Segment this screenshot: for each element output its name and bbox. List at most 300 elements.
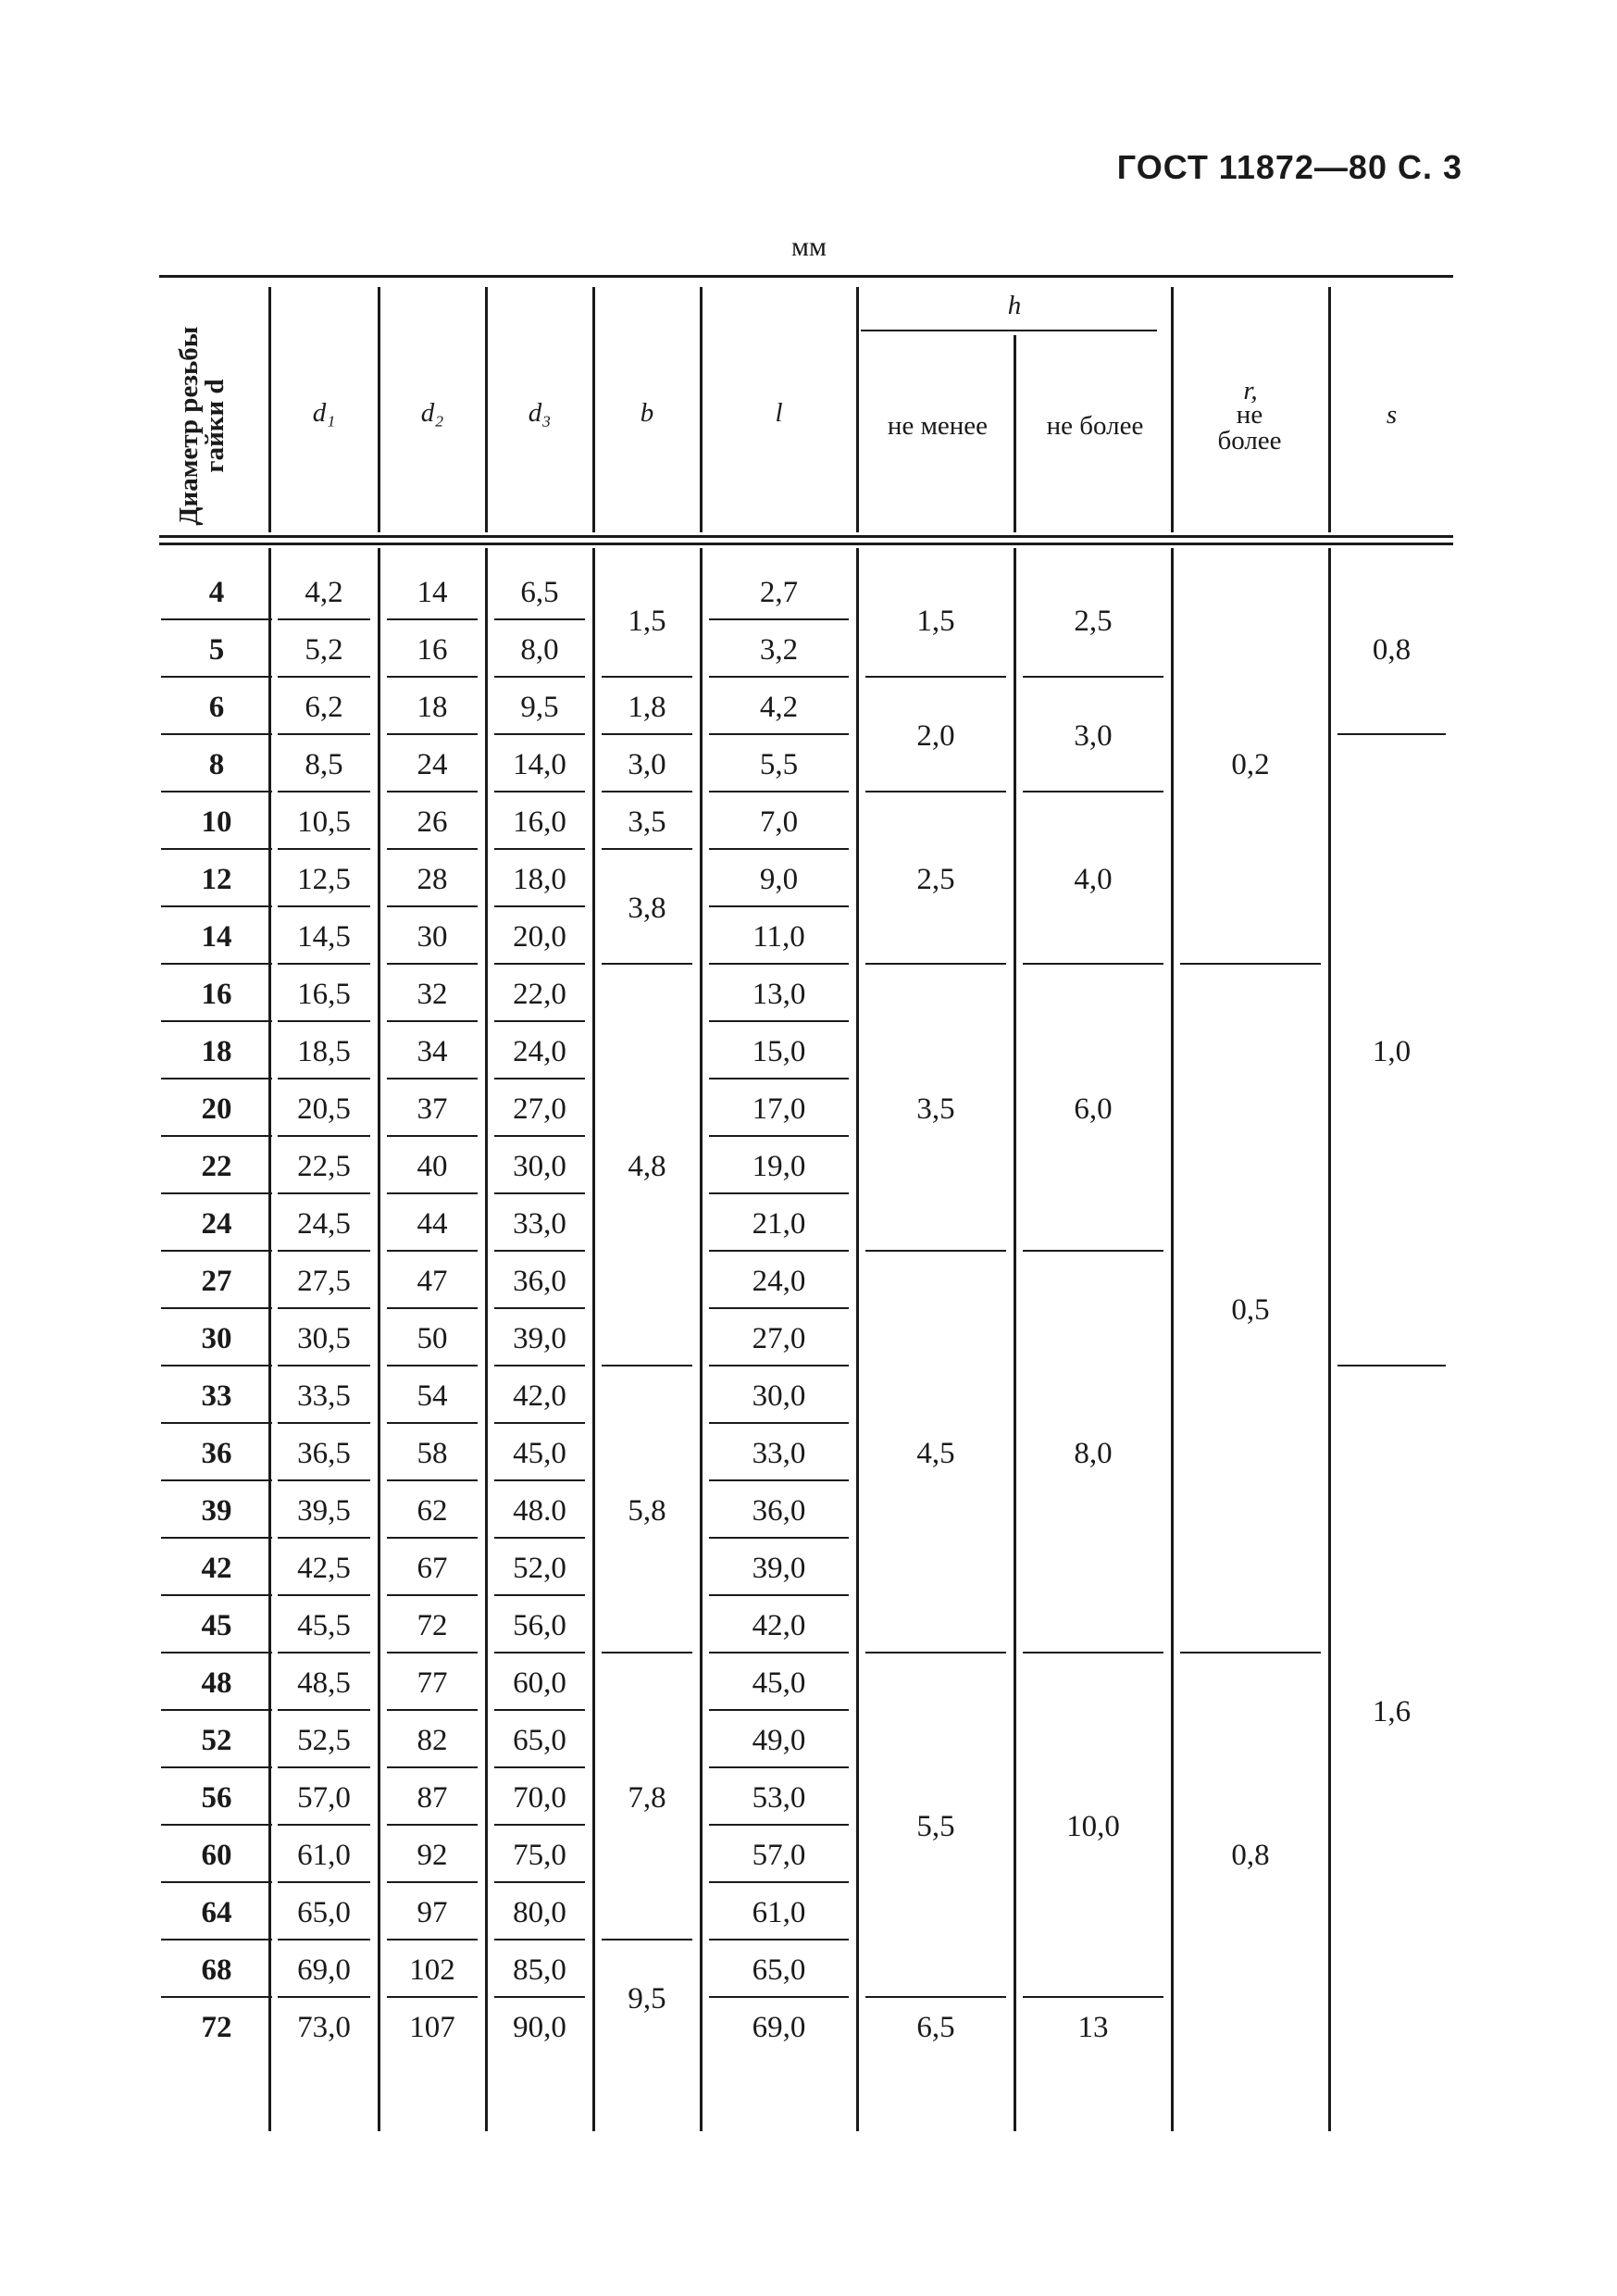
body-sep (1014, 548, 1016, 2131)
cell-rule (161, 963, 272, 965)
cell-rule (278, 1365, 370, 1366)
cell-d: 56 (201, 1781, 232, 1815)
cell-d: 10 (201, 805, 232, 839)
cell-d2: 50 (417, 1322, 448, 1355)
col-header-l: l (775, 398, 783, 428)
cell-d3: 45,0 (513, 1437, 566, 1470)
cell-d1: 12,5 (297, 863, 351, 896)
cell-d: 30 (201, 1322, 232, 1355)
cell-rule (278, 1652, 370, 1653)
body-sep (856, 548, 859, 2131)
cell-rule (709, 848, 849, 850)
cell-rule (1337, 733, 1446, 735)
body-sep (1171, 548, 1174, 2131)
cell-h-min: 2,5 (916, 863, 955, 896)
cell-d1: 5,2 (305, 633, 343, 667)
cell-d2: 58 (417, 1437, 448, 1470)
cell-rule (278, 1939, 370, 1940)
cell-rule (161, 1594, 272, 1596)
cell-d: 45 (201, 1609, 232, 1642)
cell-d2: 28 (417, 863, 448, 896)
cell-rule (387, 618, 478, 620)
cell-d1: 4,2 (305, 576, 343, 609)
cell-rule (1023, 1250, 1163, 1252)
cell-d: 39 (201, 1494, 232, 1528)
cell-l: 13,0 (752, 978, 806, 1011)
cell-rule (161, 618, 272, 620)
cell-rule (278, 1594, 370, 1596)
cell-d1: 33,5 (297, 1379, 351, 1413)
cell-rule (709, 1192, 849, 1194)
cell-rule (387, 1192, 478, 1194)
cell-d1: 20,5 (297, 1092, 351, 1126)
cell-d2: 30 (417, 920, 448, 954)
cell-rule (161, 1365, 272, 1366)
cell-rule (278, 1479, 370, 1481)
cell-d2: 82 (417, 1724, 448, 1757)
cell-h-min: 2,0 (916, 719, 955, 753)
cell-b: 9,5 (628, 1982, 666, 2015)
hdr-sep (1171, 287, 1174, 532)
cell-rule (709, 1824, 849, 1826)
cell-rule (602, 848, 692, 850)
cell-d2: 16 (417, 633, 448, 667)
cell-rule (161, 1709, 272, 1711)
cell-l: 69,0 (752, 2011, 806, 2044)
cell-rule (387, 1250, 478, 1252)
cell-rule (387, 1537, 478, 1539)
cell-h-max: 2,5 (1074, 605, 1113, 638)
cell-d: 27 (201, 1265, 232, 1298)
col-header-d1: d₁ (312, 398, 336, 428)
cell-d3: 33,0 (513, 1207, 566, 1241)
cell-rule (387, 963, 478, 965)
cell-d: 22 (201, 1150, 232, 1183)
cell-rule (278, 1824, 370, 1826)
cell-d3: 56,0 (513, 1609, 566, 1642)
cell-rule (494, 1709, 585, 1711)
cell-d1: 42,5 (297, 1552, 351, 1585)
cell-rule (278, 848, 370, 850)
cell-d3: 14,0 (513, 748, 566, 781)
cell-d: 12 (201, 863, 232, 896)
cell-h-max: 8,0 (1074, 1437, 1113, 1470)
cell-rule (709, 1939, 849, 1940)
cell-d3: 85,0 (513, 1953, 566, 1987)
header-bottom-rule-2 (159, 543, 1453, 545)
cell-d3: 20,0 (513, 920, 566, 954)
cell-rule (161, 1881, 272, 1883)
col-header-d3: d₃ (528, 398, 552, 428)
cell-rule (709, 1881, 849, 1883)
cell-d1: 45,5 (297, 1609, 351, 1642)
cell-rule (387, 1709, 478, 1711)
cell-d3: 8,0 (520, 633, 559, 667)
cell-rule (602, 1652, 692, 1653)
cell-rule (161, 1078, 272, 1079)
cell-h-max: 10,0 (1066, 1810, 1120, 1843)
cell-d: 72 (201, 2011, 232, 2044)
cell-d1: 30,5 (297, 1322, 351, 1355)
cell-rule (494, 1078, 585, 1079)
cell-rule (709, 963, 849, 965)
cell-rule (1023, 963, 1163, 965)
cell-d3: 42,0 (513, 1379, 566, 1413)
cell-d: 16 (201, 978, 232, 1011)
cell-rule (709, 1422, 849, 1424)
cell-d1: 36,5 (297, 1437, 351, 1470)
cell-rule (865, 1652, 1006, 1653)
cell-d2: 26 (417, 805, 448, 839)
cell-d: 24 (201, 1207, 232, 1241)
cell-d3: 24,0 (513, 1035, 566, 1068)
cell-d2: 18 (417, 691, 448, 724)
cell-rule (1023, 791, 1163, 792)
h-group-rule (861, 330, 1157, 331)
cell-d3: 36,0 (513, 1265, 566, 1298)
cell-rule (278, 1537, 370, 1539)
cell-rule (387, 1652, 478, 1653)
cell-s: 0,8 (1372, 633, 1412, 667)
col-header-b: b (640, 398, 654, 428)
cell-l: 21,0 (752, 1207, 806, 1241)
cell-d3: 27,0 (513, 1092, 566, 1126)
cell-d1: 57,0 (297, 1781, 351, 1815)
cell-d2: 72 (417, 1609, 448, 1642)
cell-d3: 9,5 (520, 691, 559, 724)
cell-b: 1,5 (628, 605, 666, 638)
cell-rule (865, 1250, 1006, 1252)
cell-d1: 8,5 (305, 748, 343, 781)
cell-b: 3,0 (628, 748, 666, 781)
cell-d: 6 (208, 691, 225, 724)
cell-d: 4 (208, 576, 225, 609)
cell-d1: 14,5 (297, 920, 351, 954)
cell-rule (278, 963, 370, 965)
cell-rule (387, 1422, 478, 1424)
cell-rule (709, 1020, 849, 1022)
cell-rule (161, 1996, 272, 1998)
cell-rule (709, 1365, 849, 1366)
cell-b: 3,5 (628, 805, 666, 839)
col-header-d2: d₂ (420, 398, 444, 428)
cell-rule (602, 676, 692, 678)
cell-rule (709, 1594, 849, 1596)
cell-rule (709, 1135, 849, 1137)
cell-d1: 10,5 (297, 805, 351, 839)
cell-rule (602, 791, 692, 792)
cell-s: 1,6 (1372, 1695, 1412, 1728)
cell-rule (494, 1766, 585, 1768)
cell-rule (387, 1135, 478, 1137)
col-header-h-max: не более (1046, 411, 1144, 441)
cell-r: 0,5 (1231, 1293, 1270, 1327)
cell-rule (602, 1365, 692, 1366)
cell-b: 3,8 (628, 892, 666, 925)
cell-rule (387, 1996, 478, 1998)
cell-rule (161, 1479, 272, 1481)
cell-rule (278, 905, 370, 907)
col-header-s: s (1386, 400, 1398, 430)
cell-rule (387, 1020, 478, 1022)
cell-rule (278, 1422, 370, 1424)
cell-d1: 24,5 (297, 1207, 351, 1241)
cell-rule (387, 676, 478, 678)
cell-b: 5,8 (628, 1494, 666, 1528)
cell-rule (709, 1709, 849, 1711)
cell-d1: 61,0 (297, 1839, 351, 1872)
cell-l: 27,0 (752, 1322, 806, 1355)
cell-l: 2,7 (759, 576, 799, 609)
cell-rule (278, 1881, 370, 1883)
cell-d3: 30,0 (513, 1150, 566, 1183)
cell-rule (161, 733, 272, 735)
cell-d2: 24 (417, 748, 448, 781)
cell-rule (709, 791, 849, 792)
cell-d2: 62 (417, 1494, 448, 1528)
cell-d3: 16,0 (513, 805, 566, 839)
cell-rule (709, 1996, 849, 1998)
units-label: мм (791, 231, 827, 262)
cell-rule (709, 1307, 849, 1309)
cell-d1: 6,2 (305, 691, 343, 724)
cell-rule (709, 1479, 849, 1481)
cell-d: 8 (208, 748, 225, 781)
cell-d: 64 (201, 1896, 232, 1929)
cell-l: 53,0 (752, 1781, 806, 1815)
cell-rule (1023, 1652, 1163, 1653)
cell-d3: 48.0 (513, 1494, 566, 1528)
cell-rule (602, 733, 692, 735)
cell-rule (709, 733, 849, 735)
cell-d3: 39,0 (513, 1322, 566, 1355)
cell-rule (494, 1422, 585, 1424)
cell-d3: 80,0 (513, 1896, 566, 1929)
col-header-r-symbol: r, (1243, 376, 1258, 406)
cell-rule (278, 791, 370, 792)
cell-d2: 44 (417, 1207, 448, 1241)
cell-l: 30,0 (752, 1379, 806, 1413)
cell-d3: 52,0 (513, 1552, 566, 1585)
cell-rule (709, 1766, 849, 1768)
cell-d1: 48,5 (297, 1666, 351, 1700)
cell-b: 4,8 (628, 1150, 666, 1183)
cell-rule (1180, 1652, 1321, 1653)
cell-l: 19,0 (752, 1150, 806, 1183)
cell-rule (494, 1479, 585, 1481)
cell-rule (865, 963, 1006, 965)
cell-rule (278, 618, 370, 620)
cell-rule (602, 963, 692, 965)
cell-rule (865, 1996, 1006, 1998)
cell-rule (161, 1766, 272, 1768)
cell-l: 3,2 (759, 633, 799, 667)
cell-rule (709, 676, 849, 678)
cell-l: 57,0 (752, 1839, 806, 1872)
cell-h-min: 3,5 (916, 1092, 955, 1126)
cell-rule (278, 1766, 370, 1768)
cell-rule (161, 1939, 272, 1940)
body-sep (592, 548, 595, 2131)
cell-d2: 32 (417, 978, 448, 1011)
cell-rule (494, 1594, 585, 1596)
cell-d: 33 (201, 1379, 232, 1413)
cell-h-max: 4,0 (1074, 863, 1113, 896)
cell-rule (494, 618, 585, 620)
cell-d: 42 (201, 1552, 232, 1585)
cell-rule (1023, 1996, 1163, 1998)
hdr-sep (856, 287, 859, 532)
cell-l: 11,0 (753, 920, 805, 954)
cell-d: 60 (201, 1839, 232, 1872)
cell-d2: 47 (417, 1265, 448, 1298)
cell-rule (494, 1250, 585, 1252)
cell-r: 0,8 (1231, 1839, 1270, 1872)
cell-l: 65,0 (752, 1953, 806, 1987)
cell-d2: 77 (417, 1666, 448, 1700)
cell-rule (709, 1250, 849, 1252)
cell-d: 36 (201, 1437, 232, 1470)
cell-d1: 18,5 (297, 1035, 351, 1068)
col-header-h-min: не менее (887, 411, 989, 441)
cell-rule (494, 905, 585, 907)
col-header-r: не более (1217, 400, 1282, 455)
table-top-rule (159, 275, 1453, 278)
cell-rule (1023, 676, 1163, 678)
page-header: ГОСТ 11872—80 С. 3 (1116, 148, 1462, 186)
cell-rule (161, 1422, 272, 1424)
cell-rule (278, 1307, 370, 1309)
cell-h-max: 6,0 (1074, 1092, 1113, 1126)
cell-rule (494, 1020, 585, 1022)
cell-rule (494, 1365, 585, 1366)
cell-l: 33,0 (752, 1437, 806, 1470)
cell-rule (494, 848, 585, 850)
cell-d2: 97 (417, 1896, 448, 1929)
cell-d2: 40 (417, 1150, 448, 1183)
cell-d: 68 (201, 1953, 232, 1987)
cell-rule (1180, 963, 1321, 965)
cell-rule (161, 1192, 272, 1194)
cell-rule (278, 733, 370, 735)
cell-d3: 6,5 (520, 576, 559, 609)
col-header-h: h (1007, 291, 1022, 320)
cell-rule (278, 1996, 370, 1998)
cell-rule (278, 1709, 370, 1711)
cell-d1: 52,5 (297, 1724, 351, 1757)
cell-d3: 65,0 (513, 1724, 566, 1757)
cell-rule (278, 1135, 370, 1137)
cell-d1: 39,5 (297, 1494, 351, 1528)
col-header-d: Диаметр резьбы гайки d (174, 326, 230, 526)
cell-rule (387, 848, 478, 850)
header-bottom-rule (159, 535, 1453, 538)
cell-d2: 34 (417, 1035, 448, 1068)
cell-d3: 75,0 (513, 1839, 566, 1872)
cell-r: 0,2 (1231, 748, 1270, 781)
cell-rule (865, 676, 1006, 678)
cell-d1: 22,5 (297, 1150, 351, 1183)
cell-rule (387, 1881, 478, 1883)
cell-rule (709, 1078, 849, 1079)
cell-rule (161, 676, 272, 678)
cell-h-max: 13 (1077, 2011, 1109, 2044)
cell-rule (602, 1939, 692, 1940)
cell-h-max: 3,0 (1074, 719, 1113, 753)
cell-d1: 73,0 (297, 2011, 351, 2044)
cell-l: 15,0 (752, 1035, 806, 1068)
cell-rule (161, 905, 272, 907)
cell-rule (161, 1824, 272, 1826)
cell-rule (387, 1307, 478, 1309)
cell-l: 9,0 (759, 863, 799, 896)
cell-rule (161, 1307, 272, 1309)
cell-l: 7,0 (759, 805, 799, 839)
cell-rule (494, 1135, 585, 1137)
cell-l: 36,0 (752, 1494, 806, 1528)
cell-l: 45,0 (752, 1666, 806, 1700)
cell-rule (387, 1939, 478, 1940)
cell-h-min: 6,5 (916, 2011, 955, 2044)
cell-l: 17,0 (752, 1092, 806, 1126)
cell-d: 14 (201, 920, 232, 954)
cell-rule (494, 676, 585, 678)
cell-d2: 107 (409, 2011, 455, 2044)
cell-rule (387, 1479, 478, 1481)
cell-rule (865, 791, 1006, 792)
cell-rule (709, 1652, 849, 1653)
cell-rule (387, 1766, 478, 1768)
cell-d: 52 (201, 1724, 232, 1757)
cell-d1: 16,5 (297, 978, 351, 1011)
cell-rule (161, 848, 272, 850)
cell-rule (494, 1881, 585, 1883)
cell-d3: 70,0 (513, 1781, 566, 1815)
cell-rule (161, 1652, 272, 1653)
cell-d: 48 (201, 1666, 232, 1700)
cell-d2: 14 (417, 576, 448, 609)
cell-rule (161, 1250, 272, 1252)
cell-d3: 18,0 (513, 863, 566, 896)
cell-rule (387, 791, 478, 792)
cell-rule (278, 1250, 370, 1252)
cell-rule (1337, 1365, 1446, 1366)
cell-d2: 92 (417, 1839, 448, 1872)
cell-rule (278, 1020, 370, 1022)
cell-d2: 87 (417, 1781, 448, 1815)
cell-h-min: 5,5 (916, 1810, 955, 1843)
body-sep (1328, 548, 1331, 2131)
cell-l: 49,0 (752, 1724, 806, 1757)
cell-rule (494, 1307, 585, 1309)
hdr-sep (1014, 335, 1016, 532)
cell-rule (494, 1537, 585, 1539)
cell-d1: 69,0 (297, 1953, 351, 1987)
cell-h-min: 4,5 (916, 1437, 955, 1470)
cell-rule (387, 1078, 478, 1079)
cell-rule (161, 1020, 272, 1022)
cell-rule (494, 1824, 585, 1826)
cell-b: 1,8 (628, 691, 666, 724)
cell-rule (387, 1824, 478, 1826)
cell-rule (494, 963, 585, 965)
cell-rule (494, 733, 585, 735)
cell-l: 39,0 (752, 1552, 806, 1585)
cell-rule (387, 1365, 478, 1366)
cell-d: 5 (208, 633, 225, 667)
cell-rule (161, 1135, 272, 1137)
cell-rule (387, 905, 478, 907)
